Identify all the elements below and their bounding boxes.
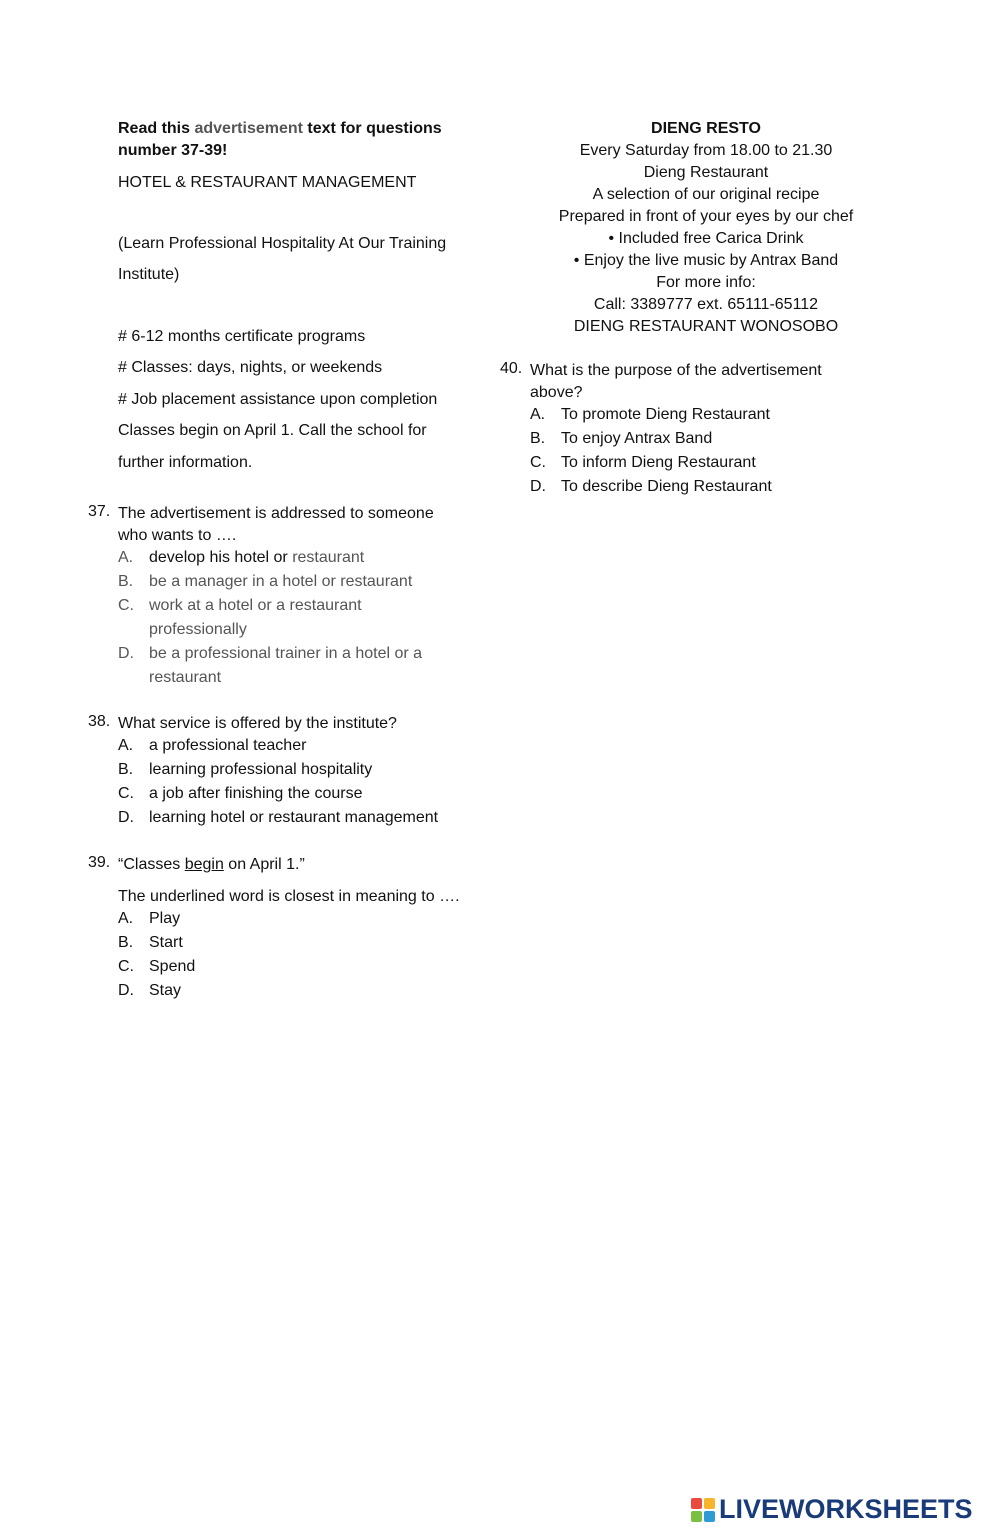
option-c[interactable] (118, 594, 362, 642)
option-a[interactable] (530, 403, 770, 427)
resto-line: • Included free Carica Drink (608, 230, 804, 247)
ad-title: HOTEL & RESTAURANT MANAGEMENT (118, 174, 417, 191)
ad-bullet-3: # Job placement assistance upon completion (118, 391, 438, 408)
resto-line: Call: 3389777 ext. 65111-65112 (593, 296, 819, 313)
option-letter: B. (118, 761, 134, 778)
instruction-text: Read this (118, 120, 195, 137)
instruction-link-word: advertisement (194, 120, 303, 137)
option-d[interactable] (118, 979, 181, 1003)
option-text: To enjoy Antrax Band (561, 430, 713, 447)
option-letter: C. (530, 454, 546, 471)
option-text-line-2: professionally (149, 621, 247, 638)
option-text: a professional teacher (149, 737, 307, 754)
option-text: be a manager in a hotel or restaurant (149, 573, 413, 590)
option-text-tail: restaurant (292, 549, 365, 566)
question-40 (500, 360, 880, 510)
option-text: be a professional trainer in a hotel or a (149, 645, 423, 662)
resto-line: Prepared in front of your eyes by our chef (558, 208, 854, 225)
ad-bullet-2: # Classes: days, nights, or weekends (118, 359, 383, 376)
option-letter: A. (118, 737, 134, 754)
option-letter: C. (118, 958, 134, 975)
resto-line: Dieng Restaurant (643, 164, 769, 181)
question-line-1: What is the purpose of the advertisement (530, 362, 822, 379)
resto-line: • Enjoy the live music by Antrax Band (573, 252, 839, 269)
ad-closing-2: further information. (118, 454, 253, 471)
option-a[interactable] (118, 734, 306, 758)
option-letter: A. (118, 910, 134, 927)
ad-subtitle-2: Institute) (118, 266, 180, 283)
quote-close: on April 1.” (223, 856, 305, 873)
question-number: 37. (88, 503, 111, 520)
ad-subtitle-1: (Learn Professional Hospitality At Our Training (118, 235, 447, 252)
option-c[interactable] (530, 451, 756, 475)
liveworksheets-logo[interactable] (691, 1494, 991, 1524)
question-text: What service is offered by the institute? (118, 715, 397, 732)
resto-line: DIENG RESTAURANT WONOSOBO (573, 318, 839, 335)
instruction-line2: number 37-39! (118, 142, 228, 159)
option-b[interactable] (118, 931, 183, 955)
question-number: 40. (500, 360, 523, 377)
ad-closing-1: Classes begin on April 1. Call the school for (118, 422, 427, 439)
option-letter: B. (118, 573, 134, 590)
question-number: 39. (88, 854, 111, 871)
resto-title: DIENG RESTO (651, 120, 761, 137)
option-text: To describe Dieng Restaurant (561, 478, 772, 495)
option-letter: B. (530, 430, 546, 447)
question-text: The underlined word is closest in meaning to …. (118, 888, 460, 905)
option-letter: B. (118, 934, 134, 951)
option-letter: D. (530, 478, 546, 495)
option-text: Spend (149, 958, 196, 975)
resto-line: A selection of our original recipe (592, 186, 820, 203)
option-text-line-2: restaurant (149, 669, 222, 686)
option-letter: C. (118, 785, 134, 802)
option-text: work at a hotel or a restaurant (149, 597, 362, 614)
option-letter: A. (118, 549, 134, 566)
option-c[interactable] (118, 782, 362, 806)
option-letter: D. (118, 645, 134, 662)
option-d[interactable] (118, 642, 422, 690)
ad-bullet-1: # 6-12 months certificate programs (118, 328, 366, 345)
resto-ad (520, 118, 892, 338)
option-text: To inform Dieng Restaurant (561, 454, 756, 471)
instruction (118, 118, 442, 162)
option-text: Stay (149, 982, 182, 999)
option-a[interactable] (118, 907, 180, 931)
logo-text: LIVEWORKSHEETS (719, 1494, 973, 1524)
option-letter: A. (530, 406, 546, 423)
question-39 (88, 854, 488, 1004)
option-text: develop his hotel or (149, 549, 293, 566)
logo-blocks-icon (691, 1496, 717, 1526)
question-quote (118, 854, 305, 876)
option-text: Start (149, 934, 183, 951)
question-37 (88, 503, 468, 693)
option-a[interactable] (118, 546, 364, 570)
option-letter: D. (118, 982, 134, 999)
question-line-2: above? (530, 384, 583, 401)
option-text: learning professional hospitality (149, 761, 373, 778)
option-text: a job after finishing the course (149, 785, 363, 802)
option-b[interactable] (118, 570, 412, 594)
question-number: 38. (88, 713, 111, 730)
instruction-text-2: text for questions (302, 120, 442, 137)
question-text (530, 360, 822, 404)
option-letter: D. (118, 809, 134, 826)
question-line-2: who wants to …. (118, 527, 237, 544)
option-text: To promote Dieng Restaurant (561, 406, 770, 423)
question-line-1: The advertisement is addressed to someone (118, 505, 434, 522)
option-c[interactable] (118, 955, 195, 979)
option-text: Play (149, 910, 181, 927)
underlined-word: begin (184, 856, 224, 873)
option-b[interactable] (530, 427, 712, 451)
resto-line: For more info: (656, 274, 756, 291)
resto-line: Every Saturday from 18.00 to 21.30 (579, 142, 833, 159)
option-d[interactable] (118, 806, 438, 830)
option-letter: C. (118, 597, 134, 614)
question-38 (88, 713, 468, 833)
option-b[interactable] (118, 758, 372, 782)
option-text: learning hotel or restaurant management (149, 809, 439, 826)
quote-open: “Classes (118, 856, 185, 873)
option-d[interactable] (530, 475, 772, 499)
question-text (118, 503, 434, 547)
